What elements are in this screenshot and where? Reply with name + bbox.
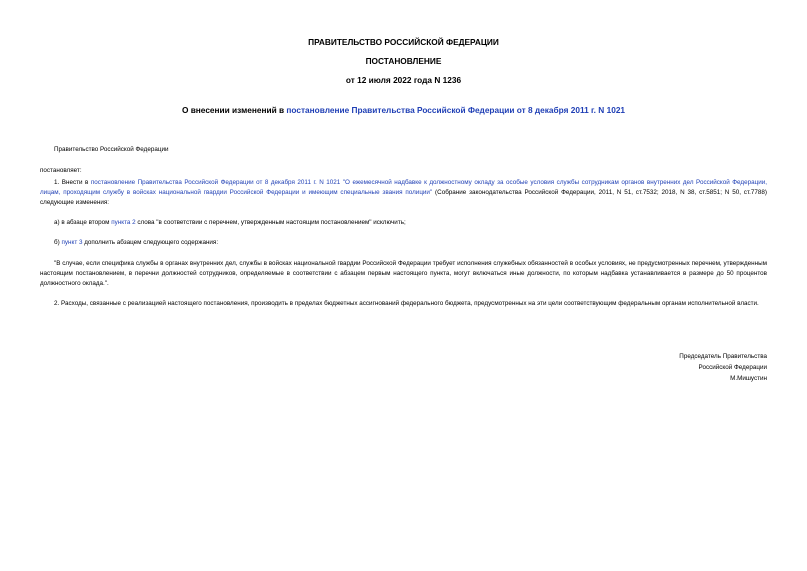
item-b-paragraph (40, 238, 767, 248)
signature-title-line2: Российской Федерации (698, 364, 767, 371)
item-1-decree-link[interactable]: постановление Правительства Российской Федерации от 8 декабря 2011 г. N 1021 (90, 179, 341, 186)
item-2-paragraph: 2. Расходы, связанные с реализацией настоящего постановления, производить в пределах бюджетных ассигнований федерального бюджета, предусмотренных на эти цели соответствующим федеральным органам исполнительной власти. (54, 300, 759, 307)
item-a-suffix: слова "в соответствии с перечнем, утвержденным настоящим постановлением" исключить; (135, 219, 406, 226)
item-b-suffix: дополнить абзацем следующего содержания: (82, 239, 219, 246)
item-1-paragraph (40, 178, 767, 208)
item-1-prefix: 1. Внести в (54, 179, 91, 186)
item-a-paragraph (40, 218, 767, 228)
item-b-prefix: б) (54, 239, 62, 246)
title-link[interactable]: постановление Правительства Российской Федерации от 8 декабря 2011 г. N 1021 (286, 105, 626, 115)
item-1-decree-title-link[interactable]: "О ежемесячной надбавке к должностному окладу за особые условия службы сотрудникам органов внутренних дел Российской Федерации, лицам, проходящим службу в войсках национальной гвардии Российской Федерации и имеющим специальные звания полиции" (40, 179, 767, 196)
item-a-prefix: а) в абзаце втором (54, 219, 112, 226)
title-prefix: О внесении изменений в (181, 105, 287, 115)
government-heading: ПРАВИТЕЛЬСТВО РОССИЙСКОЙ ФЕДЕРАЦИИ (308, 37, 499, 47)
item-a-link[interactable]: пункта 2 (111, 219, 136, 226)
signature-name: М.Мишустин (730, 375, 767, 382)
decrees-line: постановляет: (40, 167, 82, 174)
document-title (0, 105, 807, 115)
signature-title-line1: Председатель Правительства (679, 353, 767, 360)
item-b-link[interactable]: пункт 3 (61, 239, 83, 246)
signature-block (679, 351, 767, 384)
quoted-paragraph: "В случае, если специфика службы в органах внутренних дел, службы в войсках национальной гвардии Российской Федерации требует исполнения служебных обязанностей в особых условиях, не предусмотренных перечнем, утвержденным настоящим постановлением, в перечни должностей сотрудников, определяемые в соответствии с абзацем первым настоящего пункта, могут включаться иные должности, по которым надбавка устанавливается в размере до 50 процентов должностного оклада.". (40, 260, 767, 287)
issuer-line: Правительство Российской Федерации (54, 146, 169, 153)
doc-type-heading: ПОСТАНОВЛЕНИЕ (365, 56, 442, 66)
date-number-heading: от 12 июля 2022 года N 1236 (345, 75, 462, 85)
item-1-suffix: (Собрание законодательства Российской Федерации, 2011, N 51, ст.7532; 2018, N 38, ст.5851; N 50, ст.7788) следующие изменения: (40, 189, 767, 206)
